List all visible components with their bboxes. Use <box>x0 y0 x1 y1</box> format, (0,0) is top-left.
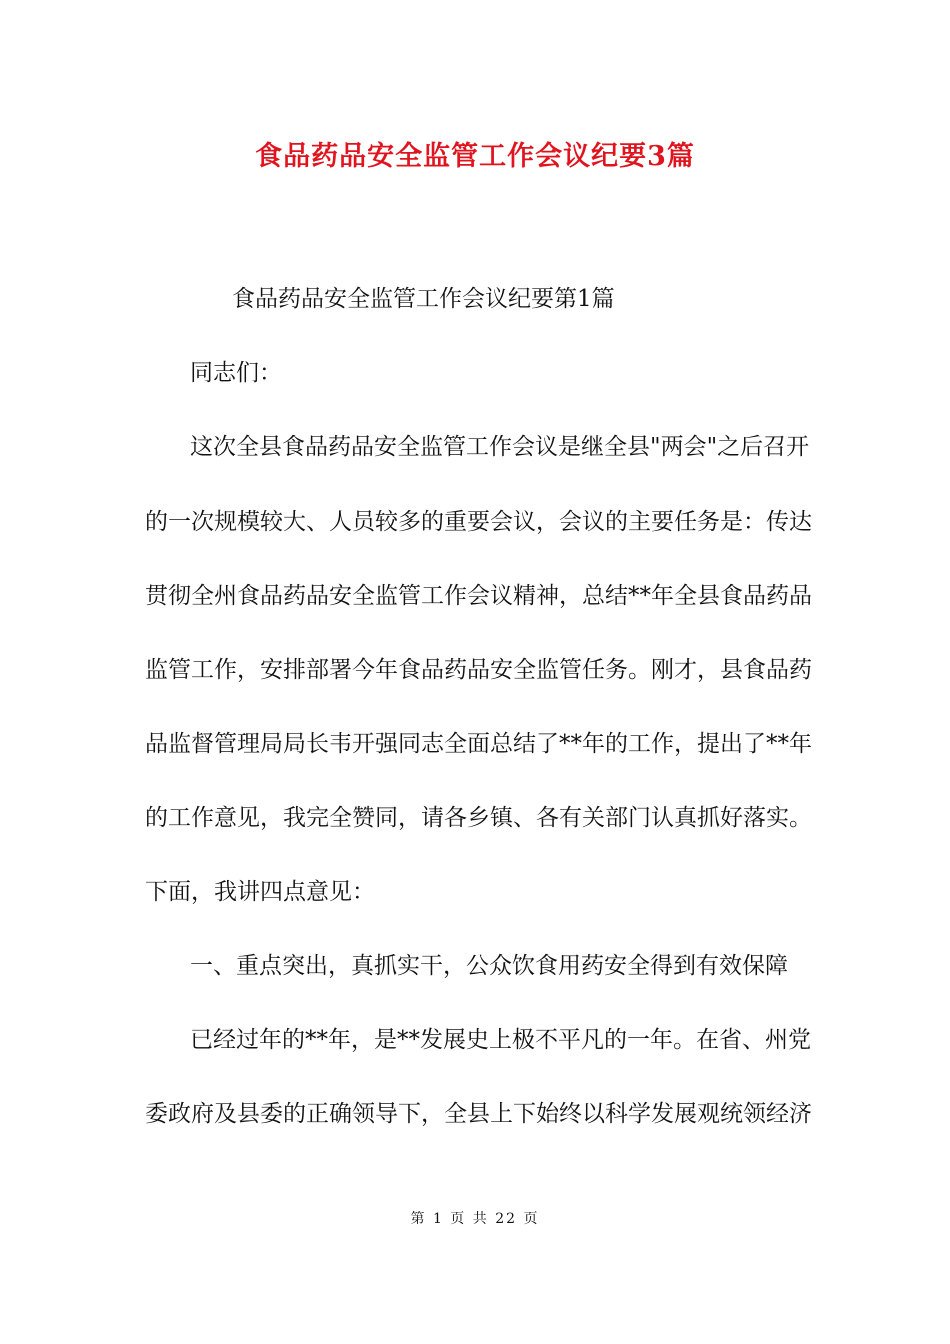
section-heading: 食品药品安全监管工作会议纪要第1篇 <box>232 286 615 312</box>
paragraph-line: 监管工作，安排部署今年食品药品安全监管任务。刚才，县食品药 <box>145 657 812 683</box>
greeting-line: 同志们： <box>190 360 282 386</box>
paragraph-line: 下面，我讲四点意见： <box>145 879 375 905</box>
paragraph-line: 品监督管理局局长韦开强同志全面总结了**年的工作，提出了**年 <box>145 731 812 757</box>
document-title: 食品药品安全监管工作会议纪要3篇 <box>255 141 695 172</box>
paragraph-line: 贯彻全州食品药品安全监管工作会议精神，总结**年全县食品药品 <box>145 583 812 609</box>
paragraph-line: 委政府及县委的正确领导下，全县上下始终以科学发展观统领经济 <box>145 1101 812 1127</box>
paragraph-line: 已经过年的**年，是**发展史上极不平凡的一年。在省、州党 <box>190 1027 811 1053</box>
section-point-heading: 一、重点突出，真抓实干，公众饮食用药安全得到有效保障 <box>190 953 788 979</box>
paragraph-line: 这次全县食品药品安全监管工作会议是继全县"两会"之后召开 <box>190 434 810 460</box>
paragraph-line: 的一次规模较大、人员较多的重要会议，会议的主要任务是：传达 <box>145 509 812 535</box>
page-number-footer: 第 1 页 共 22 页 <box>410 1211 540 1227</box>
paragraph-line: 的工作意见，我完全赞同，请各乡镇、各有关部门认真抓好落实。 <box>145 805 812 831</box>
